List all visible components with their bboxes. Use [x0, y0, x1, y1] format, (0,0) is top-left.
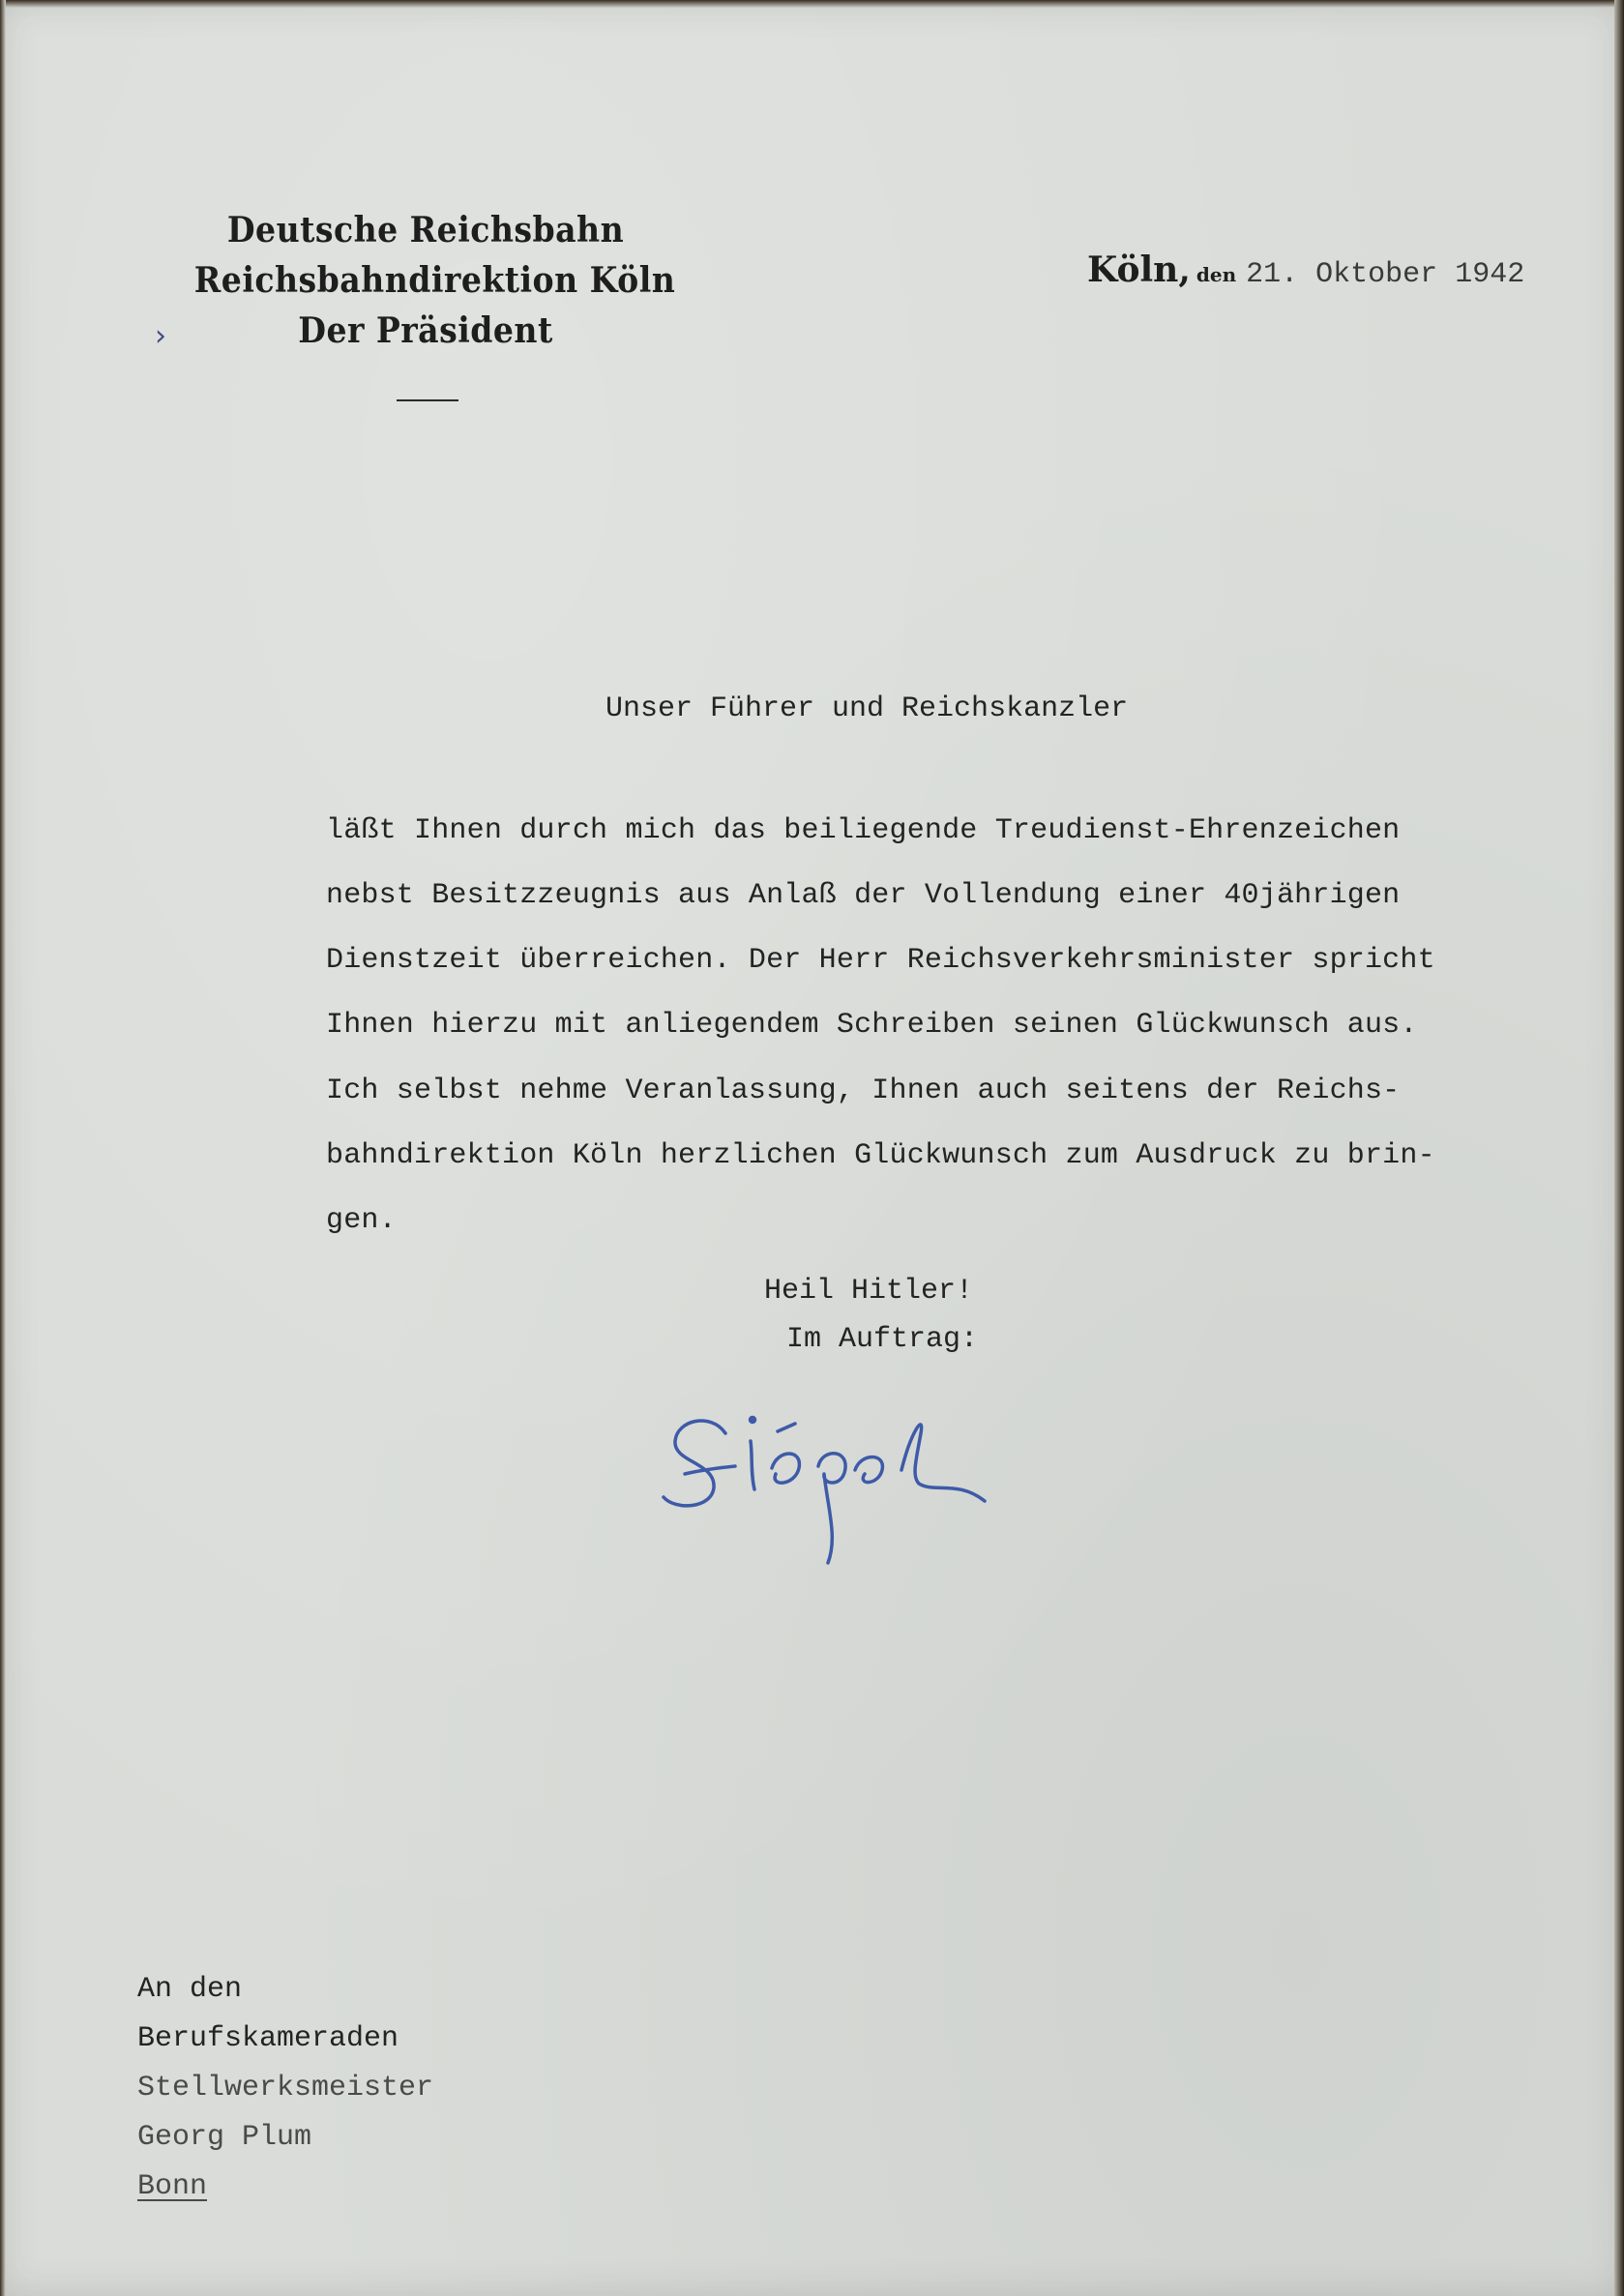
body-line: bahndirektion Köln herzlichen Glückwunsch zum Ausdruck zu brin- [326, 1139, 1435, 1172]
dateline-den: den [1196, 263, 1237, 286]
body-line: Ihnen hierzu mit anliegendem Schreiben seinen Glückwunsch aus. [326, 1009, 1418, 1042]
body-line: Ich selbst nehme Veranlassung, Ihnen auch seitens der Reichs- [326, 1074, 1401, 1107]
body-line: gen. [326, 1204, 397, 1237]
body-line: Dienstzeit überreichen. Der Herr Reichsverkehrsminister spricht [326, 944, 1435, 977]
page-edge-top [0, 0, 1624, 8]
closing-on-behalf: Im Auftrag: [786, 1323, 979, 1356]
address-line: An den [137, 1973, 243, 2006]
body-line: nebst Besitzzeugnis aus Anlaß der Vollendung einer 40jährigen [326, 879, 1401, 912]
letter-heading: Unser Führer und Reichskanzler [605, 692, 1129, 725]
handwritten-signature [658, 1373, 1025, 1567]
closing-salutation: Heil Hitler! [764, 1275, 974, 1308]
letterhead-rule [397, 399, 458, 401]
body-line: läßt Ihnen durch mich das beiliegende Treudienst-Ehrenzeichen [326, 814, 1401, 847]
pencil-mark-icon: › [155, 319, 166, 353]
page-edge-left [0, 0, 6, 2296]
letterhead [174, 205, 677, 356]
address-city: Bonn [137, 2170, 208, 2203]
dateline-city: Köln, [1087, 250, 1191, 290]
address-line: Berufskameraden [137, 2022, 399, 2055]
dateline [1087, 250, 1524, 291]
letterhead-directorate: Reichsbahndirektion Köln [193, 260, 676, 301]
address-title: Stellwerksmeister [137, 2072, 434, 2105]
dateline-date: 21. Oktober 1942 [1246, 258, 1525, 291]
page-edge-right [1614, 0, 1624, 2296]
address-name: Georg Plum [137, 2121, 312, 2154]
letterhead-title: Der Präsident [298, 310, 553, 351]
letterhead-organization: Deutsche Reichsbahn [226, 210, 625, 250]
